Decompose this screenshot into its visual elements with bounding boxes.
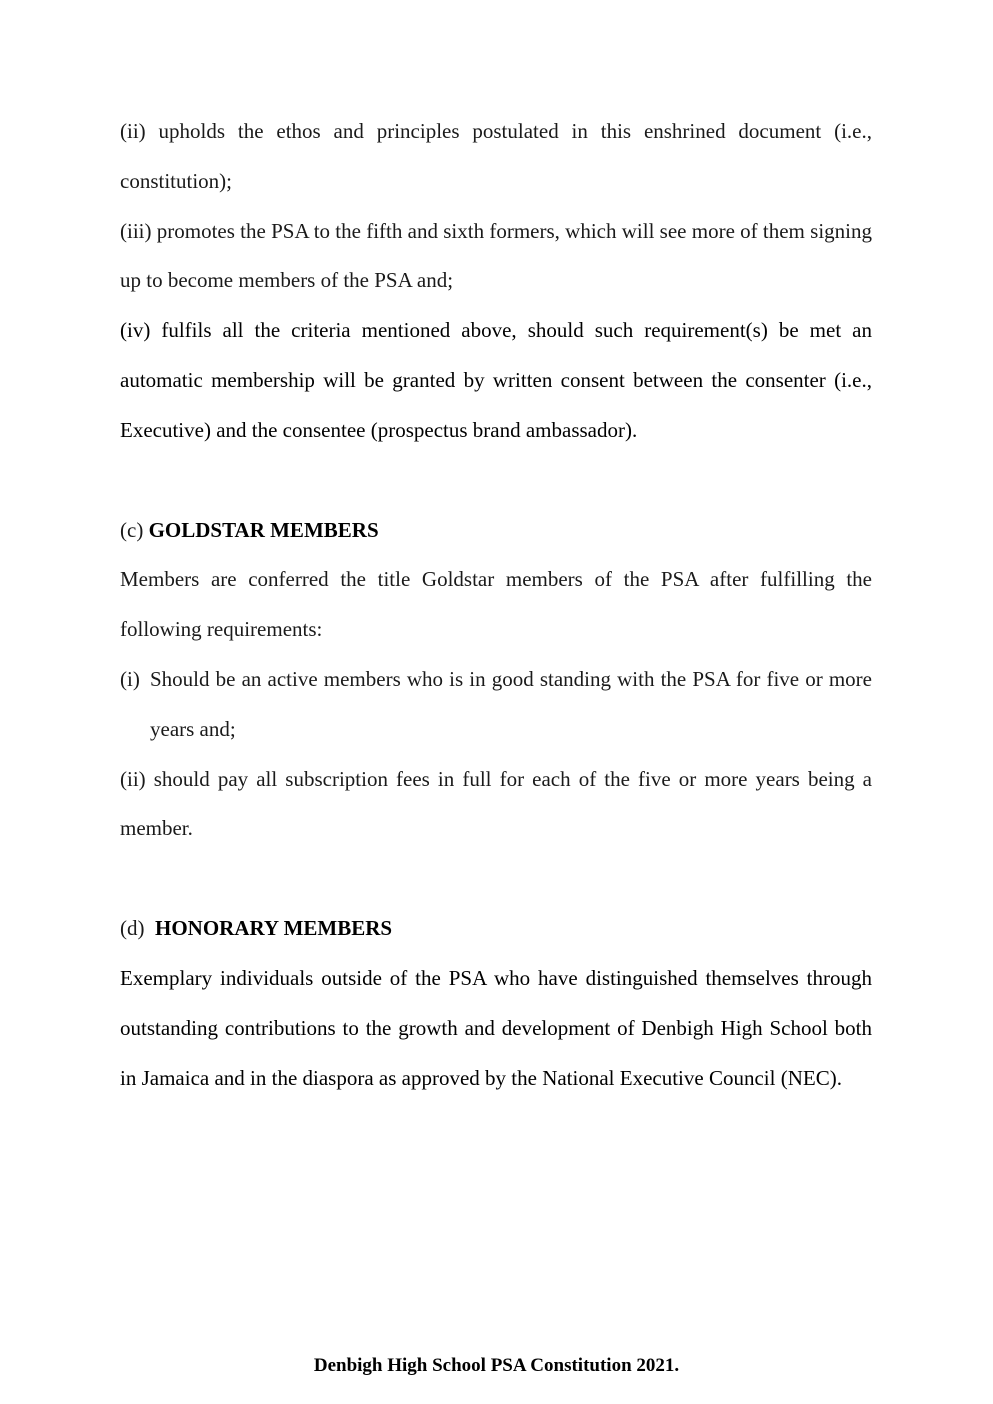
section-heading-honorary xyxy=(120,904,872,954)
goldstar-intro: Members are conferred the title Goldstar members of the PSA after fulfilling the following requirements: xyxy=(120,567,872,642)
section-prefix: (c) xyxy=(120,517,149,542)
section-spacer xyxy=(120,456,872,506)
goldstar-item-2: (ii) should pay all subscription fees in full for each of the five or more years being a member. xyxy=(120,766,872,841)
page-footer: Denbigh High School PSA Constitution 2021. xyxy=(313,1355,680,1376)
section-heading-goldstar xyxy=(120,506,872,556)
section-spacer xyxy=(120,854,872,904)
section-title: HONORARY MEMBERS xyxy=(155,916,393,941)
list-text: Should be an active members who is in good standing with the PSA for five or more years and; xyxy=(150,666,872,741)
goldstar-item-1 xyxy=(120,655,872,755)
paragraph-iii: (iii) promotes the PSA to the fifth and sixth formers, which will see more of them signing up to become members of the PSA and; xyxy=(120,218,872,293)
section-title: GOLDSTAR MEMBERS xyxy=(148,517,379,542)
paragraph-ii: (ii) upholds the ethos and principles postulated in this enshrined document (i.e., constitution); xyxy=(120,119,872,193)
paragraph-iv: (iv) fulfils all the criteria mentioned above, should such requirement(s) be met an automatic membership will be granted by written consent between the consenter (i.e., Executive) and the consentee (prospectus brand ambassador). xyxy=(120,318,872,442)
honorary-body: Exemplary individuals outside of the PSA who have distinguished themselves through outstanding contributions to the growth and development of Denbigh High School both in Jamaica and in the diaspora as approved by the National Executive Council (NEC). xyxy=(120,965,872,1090)
document-body xyxy=(120,107,872,1103)
section-prefix: (d) xyxy=(120,916,155,941)
list-number: (i) xyxy=(120,666,140,691)
